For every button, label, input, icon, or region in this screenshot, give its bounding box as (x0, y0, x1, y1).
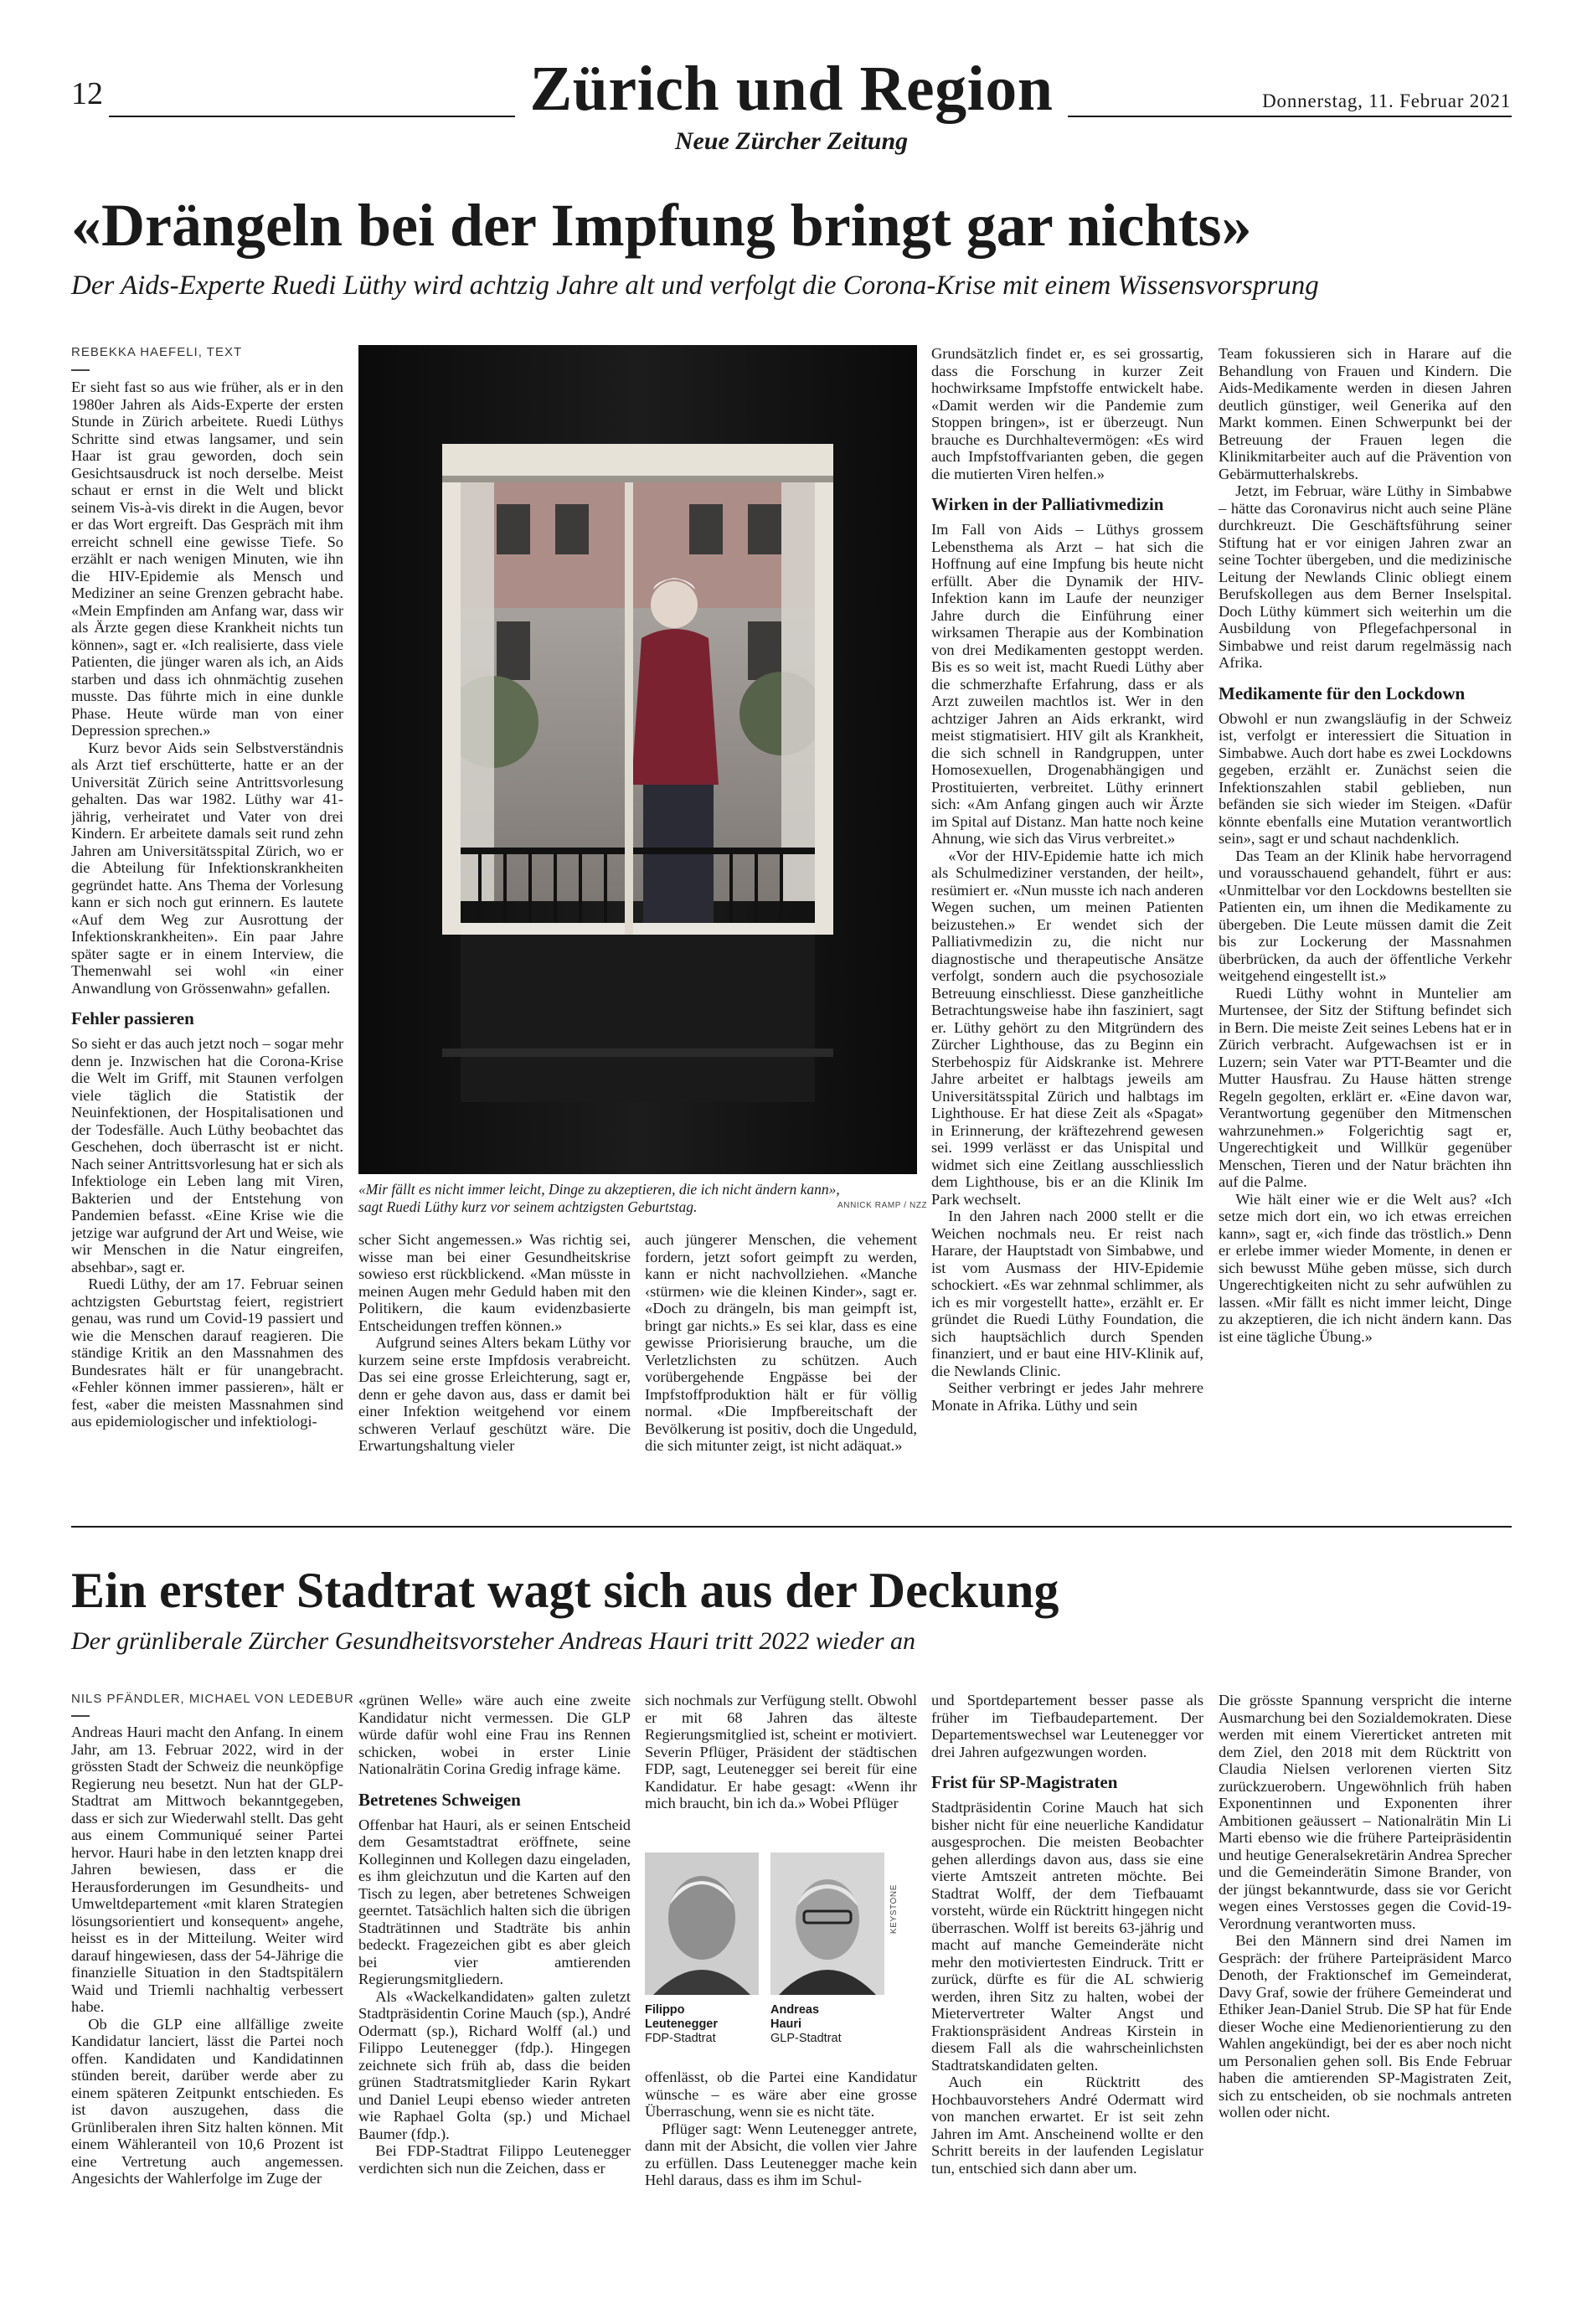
article2-column-3-top (645, 1692, 917, 1847)
article1-column-1 (71, 379, 343, 1516)
article2-headline: Ein erster Stadtrat wagt sich aus der Deckung (71, 1563, 1059, 1618)
paragraph: Aufgrund seines Alters bekam Lüthy vor kurzem seine erste Impfdosis verabreicht. Das sei eine grosse Erleichterung, sagt er, denn er gehe davon aus, dass er damit bei einer Infektion weitgehend vor einem schweren Verlauf geschützt wäre. Die Erwartungshaltung vieler (358, 1334, 631, 1454)
paragraph: und Sportdepartement besser passe als früher im Tiefbaudepartement. Der Departementswechsel war Leutenegger vor drei Jahren aufgezwungen worden. (931, 1692, 1203, 1760)
portrait-last-name: Hauri (770, 2017, 802, 2031)
article1-headline: «Drängeln bei der Impfung bringt gar nichts» (71, 192, 1252, 259)
article2-column-3-bottom (645, 2069, 917, 2293)
article1-photo (358, 345, 917, 1174)
article2-column-1 (71, 1724, 343, 2293)
paragraph: Ob die GLP eine allfällige zweite Kandidatur lanciert, lässt die Partei noch offen. Kandidaten und Kandidatinnen stünden bereit, darüber werde aber zu einem späteren Zeitpunkt entschieden. Es ist davon auszugehen, dass die Grünliberalen ihren Sitz halten können. Mit einem Wähleranteil von 10,6 Prozent ist eine Vertretung auch angemessen. Angesichts der Wahlerfolge im Zuge der (71, 2015, 343, 2187)
subheading: Frist für SP-Magistraten (931, 1772, 1118, 1792)
article1-photo-caption: «Mir fällt es nicht immer leicht, Dinge zu akzeptieren, die ich nicht ändern kann», sagt Ruedi Lüthy kurz vor seinem achtzigsten Geburtstag. (358, 1181, 840, 1215)
section-title: Zürich und Region (529, 54, 1054, 124)
paragraph: Die grösste Spannung verspricht die interne Ausmarchung bei den Sozialdemokraten. Diese werden mit einem Viererticket antreten mit dem Ziel, den 2018 mit dem Rücktritt von Claudia Nielsen verlorenen vierten Sitz zurückzuerobern. Ungewöhnlich früh haben Exponentinnen und Exponenten ihrer Ambitionen geäussert – Nationalrätin Min Li Marti ebenso wie die frühere Parteipräsidentin und heutige Generalsekretärin Andrea Sprecher und die Gemeinderätin Simone Brander, von der jüngst bekanntwurde, dass sie vor Gericht wegen eines Verstosses gegen die Covid-19-Verordnung verantworten muss. (1219, 1692, 1512, 1932)
paragraph: In den Jahren nach 2000 stellt er die Weichen nochmals neu. Er reist nach Harare, der Hauptstadt von Simbabwe, und ist vom Ausmass der HIV-Epidemie schockiert. «Es war zehnmal schlimmer, als ich es mir vorgestellt hatte», erzählt er. Er gründet die Ruedi Lüthy Foundation, die sich hauptsächlich durch Spenden finanziert, und er baut eine HIV-Klinik auf, die Newlands Clinic. (931, 1208, 1203, 1379)
paragraph: Als «Wackelkandidaten» galten zuletzt Stadtpräsidentin Corine Mauch (sp.), André Odermatt (sp.), Richard Wolff (al.) und Filippo Leutenegger (fdp.). Hingegen zeichnete sich früh ab, dass die beiden grünen Stadtratsmitglieder Karin Rykart und Daniel Leupi ebenso wieder antreten wie Raphael Golta (sp.) und Michael Baumer (fdp.). (358, 1987, 631, 2142)
page-number: 12 (71, 76, 103, 111)
paragraph: Auch ein Rücktritt des Hochbauvorstehers André Odermatt wird von manchen erwartet. Er ist seit zehn Jahren im Amt. Anscheinend wollte er den Schritt bereits in der laufenden Legislatur tun, entschied sich dann aber um. (931, 2074, 1203, 2177)
portrait-leutenegger (645, 1853, 759, 1995)
paragraph: scher Sicht angemessen.» Was richtig sei, wisse man bei einer Gesundheitskrise sowieso erst rückblickend. «Man müsste in meinen Augen mehr Geduld haben mit den Politikern, die kaum evidenzbasierte Entscheidungen treffen können.» (358, 1231, 631, 1334)
paragraph: Bei den Männern sind drei Namen im Gespräch: der frühere Parteipräsident Marco Denoth, der Fraktionschef im Gemeinderat, Davy Graf, sowie der frühere Gemeinderat und Ethiker Jean-Daniel Strub. Die SP hat für Ende dieser Woche eine Medienorientierung zu den Wahlen angekündigt, bei der es aber noch nicht um Personalien gehen soll. Bis Ende Februar haben die amtierenden SP-Magistraten Zeit, sich zu entscheiden, ob sie nochmals antreten wollen oder nicht. (1219, 1932, 1512, 2120)
portrait-first-name: Filippo (645, 2003, 685, 2017)
paragraph: Wie hält einer wie er die Welt aus? «Ich setze mich dort ein, wo ich etwas erreichen kann», sagt er, «ich finde das tröstlich.» Denn er erlebe immer wieder Momente, in denen er sich bewusst Mühe geben müsse, sich durch Ungerechtigkeiten nicht zu sehr aufwühlen zu lassen. «Mir fällt es nicht immer leicht, Dinge zu akzeptieren, die ich nicht ändern kann. Das ist eine tägliche Übung.» (1219, 1190, 1512, 1345)
paragraph: Offenbar hat Hauri, als er seinen Entscheid dem Gesamtstadtrat eröffnete, seine Kolleginnen und Kollegen dazu eingeladen, es ihm gleichzutun und die Karten auf den Tisch zu legen, aber betretenes Schweigen geerntet. Tatsächlich halten sich die übrigen Stadträtinnen und Stadträte bis anhin bedeckt. Fragezeichen gibt es aber gleich bei vier amtierenden Regierungsmitgliedern. (358, 1816, 631, 1988)
article2-byline: NILS PFÄNDLER, MICHAEL VON LEDEBUR (71, 1692, 354, 1706)
subheading: Fehler passieren (71, 1008, 194, 1028)
portrait-hauri-image (770, 1853, 884, 1995)
article1-byline: REBEKKA HAEFELI, TEXT (71, 345, 243, 359)
masthead-rule-right (1068, 116, 1512, 117)
article2-column-5 (1219, 1692, 1512, 2293)
subheading: Betretenes Schweigen (358, 1789, 521, 1810)
paragraph: Team fokussieren sich in Harare auf die Behandlung von Frauen und Kindern. Die Aids-Medikamente werden in diesen Jahren deutlich günstiger, weil Generika auf den Markt kommen. Einen Schwerpunkt bei der Betreuung der Frauen legen die Klinikmitarbeiter auch auf die Prävention von Gebärmutterhalskrebs. (1219, 345, 1512, 482)
paragraph: Ruedi Lüthy wohnt in Muntelier am Murtensee, der Sitz der Stiftung befindet sich in Bern. Die meiste Zeit seines Lebens hat er in Zürich verbracht. Aufgewachsen ist er in Luzern; sein Vater war PTT-Beamter und die Mutter Hausfrau. Zu Hause hätten strenge Regeln gegolten, erklärt er. «Eine davon war, Verantwortung gegenüber den Mitmenschen wahrzunehmen.» Folgerichtig sagt er, Ungerechtigkeit und Willkür gegenüber Menschen, Tieren und der Natur brächten ihn auf die Palme. (1219, 984, 1512, 1191)
paragraph: auch jüngerer Menschen, die vehement fordern, jetzt sofort geimpft zu werden, kann er nicht nachvollziehen. «Manche ‹stürmen› wie die kleinen Kinder», sagt er. «Doch zu drängeln, bis man geimpft ist, bringt gar nichts.» Es sei klar, dass es eine gewisse Priorisierung brauche, um die Verletzlichsten zu schützen. Auch vorübergehende Engpässe bei der Impfstoffproduktion hält er für völlig normal. «Die Impfbereitschaft der Bevölkerung ist positiv, doch die Ungeduld, die sich mitunter zeigt, ist nicht adäquat.» (645, 1231, 917, 1454)
paragraph: Er sieht fast so aus wie früher, als er in den 1980er Jahren als Aids-Experte der ersten Stunde in Zürich arbeitete. Ruedi Lüthys Schritte sind etwas langsamer, und sein Haar ist grau geworden, doch sein Gesichtsausdruck ist noch derselbe. Meist schaut er ernst in die Welt und blickt seinem Vis-à-vis direkt in die Augen, bevor er das Wort ergreift. Das Gespräch mit ihm erreicht schnell eine gewisse Tiefe. So erzählt er nach wenigen Minuten, wie ihn die HIV-Epidemie als Mensch und Mediziner an seine Grenzen gebracht habe. «Mein Empfinden am Anfang war, dass wir als Ärzte gegen diese Krankheit nichts tun können», sagt er. «Ich realisierte, dass viele Patienten, die jünger waren als ich, an Aids starben und dass ich ohnmächtig zusehen musste. Das führte mich in eine dunkle Phase. Heute würde man von einer Depression sprechen.» (71, 379, 343, 739)
portrait-credit: KEYSTONE (889, 1884, 899, 1935)
masthead-rule-left (109, 116, 515, 117)
article1-column-3 (645, 1231, 917, 1516)
portrait-last-name: Leutenegger (645, 2017, 719, 2031)
paragraph: Grundsätzlich findet er, es sei grossartig, dass die Forschung in kurzer Zeit hochwirksame Impfstoffe entwickelt habe. «Damit werden wir die Pandemie zum Stoppen bringen», ist er überzeugt. Nun brauche es Durchhaltevermögen: «Es wird auch Impfstoffvarianten geben, die gegen die mutierten Viren helfen.» (931, 345, 1203, 482)
article1-column-4 (931, 345, 1203, 1516)
paragraph: «grünen Welle» wäre auch eine zweite Kandidatur nicht vermessen. Die GLP würde dafür wohl eine Frau ins Rennen schicken, wobei in erster Linie Nationalrätin Corina Gredig infrage käme. (358, 1692, 631, 1777)
portrait-role: FDP-Stadtrat (645, 2032, 716, 2045)
paragraph: So sieht er das auch jetzt noch – sogar mehr denn je. Inzwischen hat die Corona-Krise die Welt im Griff, mit Staunen verfolgen viele täglich die Statistik der Neuinfektionen, der Hospitalisationen und der Todesfälle. Auch Lüthy beobachtet das Geschehen, doch überrascht ist er nicht. Nach seiner Antrittsvorlesung hat er sich als Infektiologe ein Leben lang mit Viren, Bakterien und der Entstehung von Pandemien befasst. «Eine Krise wie die jetzige war aufgrund der Art und Weise, wie wir Menschen in die Natur eingreifen, absehbar», sagt er. (71, 1035, 343, 1275)
paragraph: sich nochmals zur Verfügung stellt. Obwohl er mit 68 Jahren das älteste Regierungsmitglied ist, scheint er motiviert. Severin Pflüger, Präsident der städtischen FDP, sagt, Leutenegger sei bereit für eine Kandidatur. Er habe gesagt: «Wenn ihr mich braucht, bin ich da.» Wobei Pflüger (645, 1692, 917, 1811)
subheading: Medikamente für den Lockdown (1219, 683, 1466, 703)
portrait-label-leutenegger (645, 2003, 762, 2046)
paragraph: Obwohl er nun zwangsläufig in der Schweiz ist, verfolgt er interessiert die Situation in Simbabwe. Auch dort habe es zwei Lockdowns gegeben, erzählt er. Zunächst seien die Infektionszahlen stabil geblieben, nun befänden sie sich wieder im Steigen. «Dafür könnte ebenfalls eine Mutation verantwortlich sein», sagt er und schaut nachdenklich. (1219, 709, 1512, 848)
byline-dash (71, 1715, 90, 1717)
subheading: Wirken in der Palliativmedizin (931, 494, 1164, 514)
paragraph: Seither verbringt er jedes Jahr mehrere Monate in Afrika. Lüthy und sein (931, 1379, 1203, 1414)
portrait-hauri (770, 1853, 884, 1995)
portrait-leutenegger-image (645, 1853, 759, 1995)
paragraph: «Vor der HIV-Epidemie hatte ich mich als Schulmediziner verstanden, der heilt», resümiert er. «Nun musste ich nach anderen Wegen suchen, um meinen Patienten beizustehen.» Er wendet sich der Palliativmedizin zu, die nicht nur diagnostische und therapeutische Ansätze verfolgt, sondern auch die psychosoziale Betreuung einschliesst. Diese ganzheitliche Betrachtungsweise habe ihn fasziniert, sagt er. Lüthy gehört zu den Mitgründern des Zürcher Lighthouse, das zu Beginn ein Sterbehospiz für Aidskranke ist. Mehrere Jahre arbeitet er halbtags jeweils am Universitätsspital Zürich und halbtags im Lighthouse. Er hat diese Zeit als «Spagat» in Erinnerung, der kräftezehrend gewesen sei. 1999 verlässt er das Unispital und widmet sich eine Zeitlang ausschliesslich dem Lighthouse, bis er an die Klinik Im Park wechselt. (931, 847, 1203, 1208)
article1-deck: Der Aids-Experte Ruedi Lüthy wird achtzig Jahre alt und verfolgt die Corona-Krise mit einem Wissensvorsprung (71, 271, 1319, 301)
newspaper-logo: Neue Zürcher Zeitung (674, 127, 909, 155)
paragraph: Pflüger sagt: Wenn Leutenegger antrete, dann mit der Absicht, die vollen vier Jahre zu erfüllen. Dass Leutenegger mache kein Hehl daraus, dass es ihm im Schul- (645, 2120, 917, 2188)
paragraph: Bei FDP-Stadtrat Filippo Leutenegger verdichten sich nun die Zeichen, dass er (358, 2142, 631, 2177)
portrait-role: GLP-Stadtrat (770, 2032, 842, 2045)
portrait-first-name: Andreas (770, 2003, 820, 2017)
article2-column-2 (358, 1692, 631, 2293)
paragraph: Stadtpräsidentin Corine Mauch hat sich bisher nicht für eine neuerliche Kandidatur ausgesprochen. Die meisten Beobachter gehen allerdings davon aus, dass sie eine vierte Amtszeit antreten möchte. Bei Stadtrat Wolff, der dem Tiefbauamt vorsteht, würde ein Rücktritt hingegen nicht überraschen. Wolff ist bereits 63-jährig und macht auf manche Gemeinderäte nicht mehr den motiviertesten Eindruck. Tritt er zurück, dürfte es für die AL schwierig werden, ihren Sitz zu halten, wobei der Mietervertreter Walter Angst und Fraktionspräsident Andreas Kirstein in diesem Fall als die wahrscheinlichsten Stadtratskandidaten gelten. (931, 1799, 1203, 2074)
paragraph: Im Fall von Aids – Lüthys grossem Lebensthema als Arzt – hat sich die Hoffnung auf eine Impfung bis heute nicht erfüllt. Aber die Dynamik der HIV-Infektion kann im Laufe der neunziger Jahre durch die Einführung einer wirksamen Therapie aus der Kombination von drei Medikamenten gestoppt werden. Bis es so weit ist, macht Ruedi Lüthy aber die schmerzhafte Erfahrung, dass er als Arzt zuweilen machtlos ist. Wer in den achtziger Jahren an Aids erkrankt, wird meist stigmatisiert. HIV gilt als Krankheit, die sich schnell in Randgruppen, unter Homosexuellen, Drogenabhängigen und Prostituierten, verbreitet. Lüthy erinnert sich: «Am Anfang gingen auch wir Ärzte im Spital auf Distanz. Man hatte noch keine Ahnung, wie sich das Virus verbreitet.» (931, 521, 1203, 848)
article1-column-2 (358, 1231, 631, 1516)
issue-date: Donnerstag, 11. Februar 2021 (1262, 90, 1511, 111)
portrait-label-hauri (770, 2003, 888, 2046)
paragraph: Kurz bevor Aids sein Selbstverständnis als Arzt tief erschütterte, hatte er an der Universität Zürich seine Antrittsvorlesung gehalten. Das war 1982. Lüthy war 41-jährig, verheiratet und Vater von drei Kindern. Er arbeitete damals seit rund zehn Jahren am Universitätsspital Zürich, wo er die Abteilung für Infektionskrankheiten gegründet hatte. Ans Thema der Vorlesung kann er sich noch gut erinnern. Es lautete «Auf dem Weg zur Ausrottung der Infektionskrankheiten». Ein paar Jahre später sagte er in einem Interview, die Themenwahl sei wohl «in einer Anwandlung von Grössenwahn» gefallen. (71, 739, 343, 997)
article1-column-5 (1219, 345, 1512, 1516)
article2-deck: Der grünliberale Zürcher Gesundheitsvorsteher Andreas Hauri tritt 2022 wieder an (71, 1627, 915, 1655)
window-photo-illustration (358, 345, 917, 1174)
article2-column-4 (931, 1692, 1203, 2293)
paragraph: Andreas Hauri macht den Anfang. In einem Jahr, am 13. Februar 2022, wird in der grössten Stadt der Schweiz die neunköpfige Regierung neu besetzt. Nun hat der GLP-Stadtrat am Mittwoch bekanntgegeben, dass er sich zur Wiederwahl stellt. Das geht aus einem Communiqué seiner Partei hervor. Hauri habe in den letzten knapp drei Jahren bewiesen, dass er die Herausforderungen im Gesundheits- und Umweltdepartement «mit klaren Strategien lösungsorientiert und konsequent» angehe, heisst es in der Mitteilung. Weiter wird darauf hingewiesen, dass der 54-Jährige die finanzielle Situation in den Stadtspitälern Waid und Triemli nachhaltig verbessert habe. (71, 1724, 343, 2015)
article-divider (71, 1526, 1512, 1528)
paragraph: offenlässt, ob die Partei eine Kandidatur wünsche – es wäre aber eine grosse Überraschung, wenn sie es nicht täte. (645, 2069, 917, 2120)
paragraph: Das Team an der Klinik habe hervorragend und vorausschauend gehandelt, führt er aus: «Unmittelbar vor den Lockdowns bestellten sie Patienten ein, um ihnen die Medikamente zu übergeben. Die Leute müssen damit die Zeit bis zur Lockerung der Massnahmen überbrücken, da auch der öffentliche Verkehr weitgehend eingestellt ist.» (1219, 847, 1512, 985)
byline-dash (71, 369, 90, 371)
paragraph: Jetzt, im Februar, wäre Lüthy in Simbabwe – hätte das Coronavirus nicht auch seine Pläne durchkreuzt. Die Geschäftsführung seiner Stiftung hat er vor einigen Jahren zwar an seine Tochter übergeben, und die medizinische Leitung der Newlands Clinic obliegt einem Berufskollegen aus dem Berner Inselspital. Doch Lüthy kümmert sich weiterhin um die Ausbildung von Pflegefachpersonal in Simbabwe und reist darum regelmässig nach Afrika. (1219, 482, 1512, 671)
paragraph: Ruedi Lüthy, der am 17. Februar seinen achtzigsten Geburtstag feiert, registriert genau, was rund um Covid-19 passiert und wie die Menschen darauf reagieren. Die ständige Kritik an den Massnahmen des Bundesrates hält er für unangebracht. «Fehler können immer passieren», hält er fest, «aber die meisten Massnahmen sind aus epidemiologischer und infektiologi- (71, 1275, 343, 1430)
article1-photo-credit: ANNICK RAMP / NZZ (837, 1201, 928, 1210)
